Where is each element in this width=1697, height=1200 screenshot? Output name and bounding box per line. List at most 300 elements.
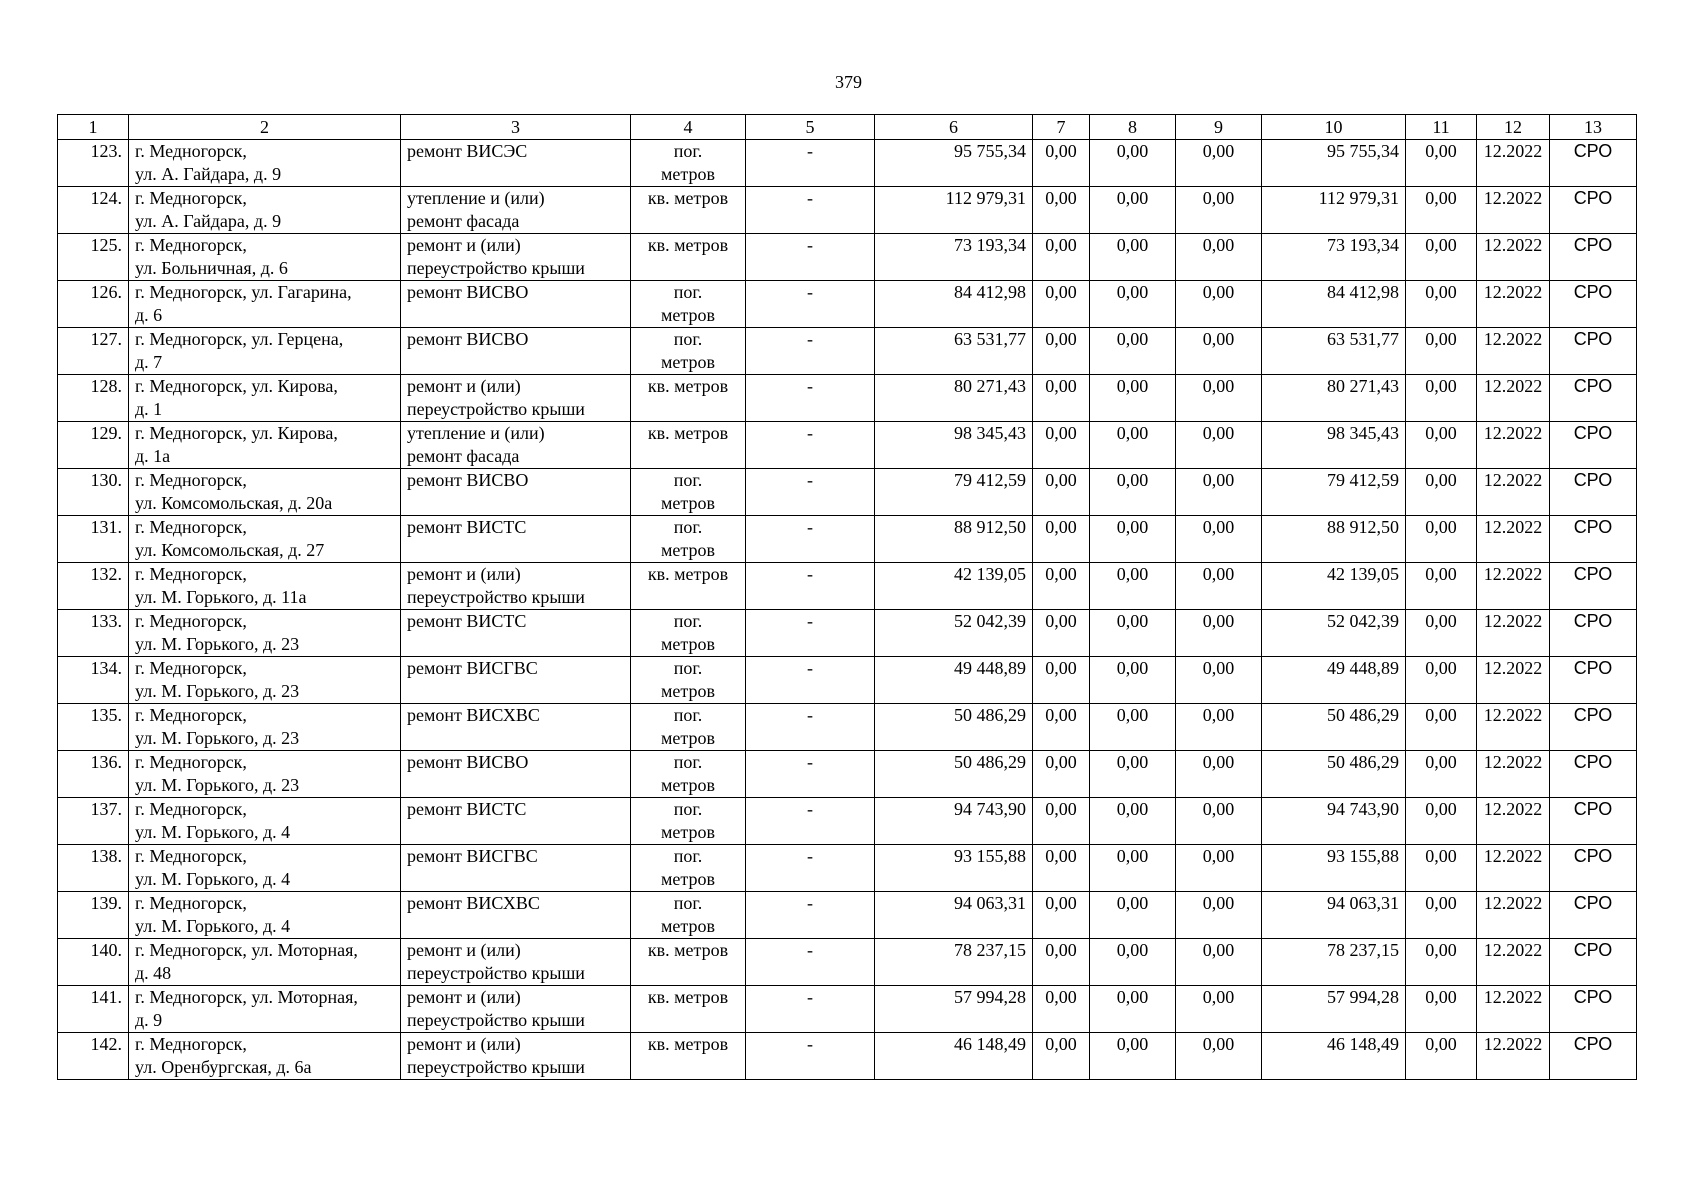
col-8-cell: 0,00: [1090, 610, 1176, 657]
executor-cell: СРО: [1550, 516, 1637, 563]
executor-cell: СРО: [1550, 610, 1637, 657]
cost-total-cell: 112 979,31: [875, 187, 1033, 234]
cost-total-cell: 93 155,88: [875, 845, 1033, 892]
address-line-1: г. Медногорск,: [135, 752, 247, 772]
address-line-1: г. Медногорск,: [135, 235, 247, 255]
unit-line-1: пог.: [673, 329, 703, 349]
col-8-cell: 0,00: [1090, 140, 1176, 187]
col-8-cell: 0,00: [1090, 375, 1176, 422]
col-11-cell: 0,00: [1406, 328, 1477, 375]
work-type-line-1: ремонт ВИСВО: [407, 752, 529, 772]
col-9-cell: 0,00: [1176, 187, 1262, 234]
cost-fund-cell: 57 994,28: [1262, 986, 1406, 1033]
address-line-1: г. Медногорск,: [135, 141, 247, 161]
address-line-2: ул. Комсомольская, д. 27: [135, 540, 325, 560]
col-5-cell: -: [746, 892, 875, 939]
column-number-7: 7: [1033, 115, 1090, 140]
completion-date-cell: 12.2022: [1477, 704, 1550, 751]
address-line-2: ул. М. Горького, д. 4: [135, 869, 291, 889]
row-number-cell: 125.: [58, 234, 129, 281]
unit-line-1: пог.: [673, 611, 703, 631]
work-type-line-1: ремонт ВИСГВС: [407, 846, 538, 866]
cost-total-cell: 88 912,50: [875, 516, 1033, 563]
col-8-cell: 0,00: [1090, 751, 1176, 798]
unit-line-1: пог.: [673, 846, 703, 866]
completion-date-cell: 12.2022: [1477, 328, 1550, 375]
col-7-cell: 0,00: [1033, 939, 1090, 986]
cost-total-cell: 94 063,31: [875, 892, 1033, 939]
col-7-cell: 0,00: [1033, 469, 1090, 516]
col-11-cell: 0,00: [1406, 892, 1477, 939]
work-type-cell: [401, 939, 631, 986]
address-line-1: г. Медногорск,: [135, 799, 247, 819]
column-number-9: 9: [1176, 115, 1262, 140]
unit-cell: [631, 798, 746, 845]
col-9-cell: 0,00: [1176, 704, 1262, 751]
cost-fund-cell: 78 237,15: [1262, 939, 1406, 986]
completion-date-cell: 12.2022: [1477, 563, 1550, 610]
unit-line-1: пог.: [673, 893, 703, 913]
work-type-line-2: переустройство крыши: [407, 587, 585, 607]
row-number-cell: 141.: [58, 986, 129, 1033]
cost-fund-cell: 98 345,43: [1262, 422, 1406, 469]
col-9-cell: 0,00: [1176, 281, 1262, 328]
work-type-cell: [401, 375, 631, 422]
col-5-cell: -: [746, 751, 875, 798]
col-7-cell: 0,00: [1033, 986, 1090, 1033]
row-number-cell: 131.: [58, 516, 129, 563]
column-number-8: 8: [1090, 115, 1176, 140]
col-7-cell: 0,00: [1033, 187, 1090, 234]
table-row: [58, 563, 1637, 610]
address-cell: [129, 657, 401, 704]
col-11-cell: 0,00: [1406, 422, 1477, 469]
cost-fund-cell: 112 979,31: [1262, 187, 1406, 234]
col-11-cell: 0,00: [1406, 469, 1477, 516]
address-cell: [129, 986, 401, 1033]
col-11-cell: 0,00: [1406, 563, 1477, 610]
row-number-cell: 135.: [58, 704, 129, 751]
unit-cell: [631, 939, 746, 986]
col-8-cell: 0,00: [1090, 892, 1176, 939]
col-5-cell: -: [746, 234, 875, 281]
col-8-cell: 0,00: [1090, 281, 1176, 328]
work-type-line-1: ремонт и (или): [407, 987, 521, 1007]
cost-fund-cell: 84 412,98: [1262, 281, 1406, 328]
completion-date-cell: 12.2022: [1477, 516, 1550, 563]
col-11-cell: 0,00: [1406, 140, 1477, 187]
cost-fund-cell: 52 042,39: [1262, 610, 1406, 657]
col-9-cell: 0,00: [1176, 798, 1262, 845]
table-row: [58, 798, 1637, 845]
row-number-cell: 142.: [58, 1033, 129, 1080]
table-row: [58, 281, 1637, 328]
address-line-2: ул. А. Гайдара, д. 9: [135, 164, 282, 184]
cost-total-cell: 78 237,15: [875, 939, 1033, 986]
unit-cell: [631, 563, 746, 610]
cost-total-cell: 42 139,05: [875, 563, 1033, 610]
unit-line-1: кв. метров: [647, 188, 729, 208]
row-number-cell: 134.: [58, 657, 129, 704]
cost-total-cell: 98 345,43: [875, 422, 1033, 469]
table-row: [58, 610, 1637, 657]
table-row: [58, 845, 1637, 892]
work-type-cell: [401, 140, 631, 187]
address-line-1: г. Медногорск, ул. Герцена,: [135, 329, 344, 349]
col-8-cell: 0,00: [1090, 704, 1176, 751]
address-line-1: г. Медногорск,: [135, 517, 247, 537]
col-9-cell: 0,00: [1176, 516, 1262, 563]
cost-fund-cell: 94 743,90: [1262, 798, 1406, 845]
work-type-cell: [401, 892, 631, 939]
address-line-2: д. 48: [135, 963, 172, 983]
cost-total-cell: 46 148,49: [875, 1033, 1033, 1080]
col-9-cell: 0,00: [1176, 1033, 1262, 1080]
unit-line-2: метров: [661, 822, 715, 842]
table-row: [58, 187, 1637, 234]
address-cell: [129, 328, 401, 375]
col-7-cell: 0,00: [1033, 610, 1090, 657]
address-cell: [129, 469, 401, 516]
executor-cell: СРО: [1550, 986, 1637, 1033]
unit-line-1: пог.: [673, 658, 703, 678]
table-row: [58, 234, 1637, 281]
work-type-line-1: ремонт ВИСВО: [407, 329, 529, 349]
column-number-10: 10: [1262, 115, 1406, 140]
work-type-line-2: переустройство крыши: [407, 258, 585, 278]
completion-date-cell: 12.2022: [1477, 845, 1550, 892]
table-row: [58, 704, 1637, 751]
work-type-line-2: переустройство крыши: [407, 399, 585, 419]
executor-cell: СРО: [1550, 281, 1637, 328]
work-type-line-1: ремонт ВИСХВС: [407, 705, 540, 725]
unit-cell: [631, 1033, 746, 1080]
col-8-cell: 0,00: [1090, 1033, 1176, 1080]
address-line-1: г. Медногорск, ул. Кирова,: [135, 423, 338, 443]
cost-total-cell: 57 994,28: [875, 986, 1033, 1033]
col-7-cell: 0,00: [1033, 563, 1090, 610]
row-number-cell: 133.: [58, 610, 129, 657]
work-type-line-1: ремонт ВИСЭС: [407, 141, 528, 161]
address-line-1: г. Медногорск,: [135, 658, 247, 678]
col-8-cell: 0,00: [1090, 328, 1176, 375]
unit-line-1: кв. метров: [647, 235, 729, 255]
completion-date-cell: 12.2022: [1477, 657, 1550, 704]
work-type-cell: [401, 845, 631, 892]
completion-date-cell: 12.2022: [1477, 234, 1550, 281]
cost-total-cell: 50 486,29: [875, 704, 1033, 751]
row-number-cell: 126.: [58, 281, 129, 328]
column-number-5: 5: [746, 115, 875, 140]
unit-line-2: метров: [661, 869, 715, 889]
col-11-cell: 0,00: [1406, 939, 1477, 986]
completion-date-cell: 12.2022: [1477, 469, 1550, 516]
unit-line-2: метров: [661, 634, 715, 654]
column-number-1: 1: [58, 115, 129, 140]
work-type-cell: [401, 422, 631, 469]
col-8-cell: 0,00: [1090, 563, 1176, 610]
col-5-cell: -: [746, 939, 875, 986]
executor-cell: СРО: [1550, 328, 1637, 375]
row-number-cell: 130.: [58, 469, 129, 516]
address-line-2: ул. М. Горького, д. 23: [135, 775, 300, 795]
col-5-cell: -: [746, 469, 875, 516]
executor-cell: СРО: [1550, 939, 1637, 986]
row-number-cell: 140.: [58, 939, 129, 986]
unit-cell: [631, 140, 746, 187]
col-9-cell: 0,00: [1176, 234, 1262, 281]
cost-fund-cell: 73 193,34: [1262, 234, 1406, 281]
address-line-2: ул. Оренбургская, д. 6а: [135, 1057, 312, 1077]
cost-fund-cell: 63 531,77: [1262, 328, 1406, 375]
cost-total-cell: 50 486,29: [875, 751, 1033, 798]
unit-line-1: кв. метров: [647, 940, 729, 960]
column-number-row: [58, 115, 1637, 140]
cost-fund-cell: 94 063,31: [1262, 892, 1406, 939]
col-9-cell: 0,00: [1176, 845, 1262, 892]
unit-cell: [631, 986, 746, 1033]
address-cell: [129, 751, 401, 798]
address-cell: [129, 939, 401, 986]
address-cell: [129, 375, 401, 422]
col-9-cell: 0,00: [1176, 657, 1262, 704]
unit-cell: [631, 422, 746, 469]
col-7-cell: 0,00: [1033, 375, 1090, 422]
col-9-cell: 0,00: [1176, 375, 1262, 422]
col-11-cell: 0,00: [1406, 657, 1477, 704]
work-type-cell: [401, 704, 631, 751]
col-5-cell: -: [746, 516, 875, 563]
work-type-cell: [401, 281, 631, 328]
column-number-11: 11: [1406, 115, 1477, 140]
col-5-cell: -: [746, 281, 875, 328]
col-5-cell: -: [746, 1033, 875, 1080]
table-row: [58, 986, 1637, 1033]
table-row: [58, 422, 1637, 469]
col-9-cell: 0,00: [1176, 892, 1262, 939]
unit-cell: [631, 187, 746, 234]
executor-cell: СРО: [1550, 892, 1637, 939]
col-5-cell: -: [746, 140, 875, 187]
work-type-line-1: ремонт ВИСВО: [407, 470, 529, 490]
col-11-cell: 0,00: [1406, 281, 1477, 328]
table-row: [58, 328, 1637, 375]
unit-cell: [631, 610, 746, 657]
unit-line-2: метров: [661, 916, 715, 936]
address-line-2: ул. Больничная, д. 6: [135, 258, 288, 278]
executor-cell: СРО: [1550, 563, 1637, 610]
work-type-line-1: ремонт ВИСТС: [407, 517, 527, 537]
unit-cell: [631, 281, 746, 328]
column-number-4: 4: [631, 115, 746, 140]
address-cell: [129, 845, 401, 892]
col-8-cell: 0,00: [1090, 234, 1176, 281]
work-type-line-2: ремонт фасада: [407, 446, 520, 466]
table-row: [58, 657, 1637, 704]
row-number-cell: 124.: [58, 187, 129, 234]
col-5-cell: -: [746, 375, 875, 422]
completion-date-cell: 12.2022: [1477, 1033, 1550, 1080]
completion-date-cell: 12.2022: [1477, 939, 1550, 986]
cost-total-cell: 79 412,59: [875, 469, 1033, 516]
col-9-cell: 0,00: [1176, 469, 1262, 516]
work-type-line-1: ремонт и (или): [407, 1034, 521, 1054]
col-8-cell: 0,00: [1090, 798, 1176, 845]
table-body: [58, 140, 1637, 1080]
executor-cell: СРО: [1550, 1033, 1637, 1080]
address-cell: [129, 422, 401, 469]
address-line-2: д. 1: [135, 399, 163, 419]
unit-cell: [631, 845, 746, 892]
cost-fund-cell: 80 271,43: [1262, 375, 1406, 422]
col-5-cell: -: [746, 422, 875, 469]
unit-line-1: пог.: [673, 141, 703, 161]
address-line-1: г. Медногорск,: [135, 846, 247, 866]
work-type-cell: [401, 328, 631, 375]
col-8-cell: 0,00: [1090, 939, 1176, 986]
address-cell: [129, 187, 401, 234]
unit-cell: [631, 469, 746, 516]
unit-cell: [631, 892, 746, 939]
work-type-cell: [401, 469, 631, 516]
address-line-2: ул. Комсомольская, д. 20а: [135, 493, 333, 513]
col-7-cell: 0,00: [1033, 422, 1090, 469]
unit-cell: [631, 704, 746, 751]
col-11-cell: 0,00: [1406, 516, 1477, 563]
col-5-cell: -: [746, 187, 875, 234]
col-11-cell: 0,00: [1406, 751, 1477, 798]
unit-line-2: метров: [661, 728, 715, 748]
executor-cell: СРО: [1550, 657, 1637, 704]
row-number-cell: 137.: [58, 798, 129, 845]
col-11-cell: 0,00: [1406, 704, 1477, 751]
address-line-2: д. 9: [135, 1010, 163, 1030]
col-11-cell: 0,00: [1406, 234, 1477, 281]
col-9-cell: 0,00: [1176, 751, 1262, 798]
completion-date-cell: 12.2022: [1477, 140, 1550, 187]
address-line-2: ул. М. Горького, д. 11а: [135, 587, 307, 607]
address-cell: [129, 610, 401, 657]
col-9-cell: 0,00: [1176, 140, 1262, 187]
cost-total-cell: 80 271,43: [875, 375, 1033, 422]
unit-line-1: пог.: [673, 752, 703, 772]
completion-date-cell: 12.2022: [1477, 610, 1550, 657]
work-type-cell: [401, 751, 631, 798]
unit-cell: [631, 751, 746, 798]
unit-line-2: метров: [661, 352, 715, 372]
unit-line-2: метров: [661, 493, 715, 513]
address-line-1: г. Медногорск,: [135, 188, 247, 208]
executor-cell: СРО: [1550, 234, 1637, 281]
col-11-cell: 0,00: [1406, 610, 1477, 657]
address-line-2: д. 7: [135, 352, 163, 372]
col-7-cell: 0,00: [1033, 845, 1090, 892]
work-type-line-2: переустройство крыши: [407, 1057, 585, 1077]
work-type-line-1: утепление и (или): [407, 188, 545, 208]
address-line-1: г. Медногорск,: [135, 893, 247, 913]
work-type-line-2: переустройство крыши: [407, 963, 585, 983]
work-type-line-1: ремонт ВИСХВС: [407, 893, 540, 913]
unit-line-1: кв. метров: [647, 564, 729, 584]
address-line-1: г. Медногорск,: [135, 705, 247, 725]
address-cell: [129, 140, 401, 187]
col-5-cell: -: [746, 845, 875, 892]
col-5-cell: -: [746, 986, 875, 1033]
completion-date-cell: 12.2022: [1477, 798, 1550, 845]
col-9-cell: 0,00: [1176, 986, 1262, 1033]
col-9-cell: 0,00: [1176, 422, 1262, 469]
address-cell: [129, 563, 401, 610]
address-cell: [129, 281, 401, 328]
address-line-2: ул. М. Горького, д. 23: [135, 681, 300, 701]
cost-fund-cell: 79 412,59: [1262, 469, 1406, 516]
col-7-cell: 0,00: [1033, 516, 1090, 563]
work-type-cell: [401, 1033, 631, 1080]
work-type-cell: [401, 187, 631, 234]
completion-date-cell: 12.2022: [1477, 892, 1550, 939]
table-row: [58, 375, 1637, 422]
address-cell: [129, 892, 401, 939]
row-number-cell: 123.: [58, 140, 129, 187]
table-row: [58, 469, 1637, 516]
col-11-cell: 0,00: [1406, 845, 1477, 892]
row-number-cell: 128.: [58, 375, 129, 422]
cost-fund-cell: 88 912,50: [1262, 516, 1406, 563]
unit-line-2: метров: [661, 775, 715, 795]
unit-line-2: метров: [661, 305, 715, 325]
unit-cell: [631, 328, 746, 375]
address-line-2: ул. М. Горького, д. 4: [135, 822, 291, 842]
cost-fund-cell: 49 448,89: [1262, 657, 1406, 704]
unit-line-1: пог.: [673, 705, 703, 725]
address-line-2: ул. М. Горького, д. 4: [135, 916, 291, 936]
row-number-cell: 129.: [58, 422, 129, 469]
address-line-2: ул. М. Горького, д. 23: [135, 728, 300, 748]
address-cell: [129, 1033, 401, 1080]
repair-register-table: [57, 114, 1637, 1080]
work-type-line-1: ремонт и (или): [407, 940, 521, 960]
work-type-cell: [401, 798, 631, 845]
column-number-3: 3: [401, 115, 631, 140]
column-number-6: 6: [875, 115, 1033, 140]
executor-cell: СРО: [1550, 845, 1637, 892]
col-11-cell: 0,00: [1406, 986, 1477, 1033]
col-7-cell: 0,00: [1033, 798, 1090, 845]
completion-date-cell: 12.2022: [1477, 375, 1550, 422]
address-line-1: г. Медногорск, ул. Моторная,: [135, 940, 358, 960]
col-5-cell: -: [746, 610, 875, 657]
work-type-line-1: ремонт и (или): [407, 564, 521, 584]
col-7-cell: 0,00: [1033, 281, 1090, 328]
unit-cell: [631, 375, 746, 422]
address-line-2: ул. М. Горького, д. 23: [135, 634, 300, 654]
table-row: [58, 751, 1637, 798]
col-9-cell: 0,00: [1176, 563, 1262, 610]
unit-line-1: пог.: [673, 799, 703, 819]
address-line-2: д. 6: [135, 305, 163, 325]
cost-total-cell: 84 412,98: [875, 281, 1033, 328]
address-line-2: ул. А. Гайдара, д. 9: [135, 211, 282, 231]
completion-date-cell: 12.2022: [1477, 281, 1550, 328]
unit-line-1: пог.: [673, 470, 703, 490]
executor-cell: СРО: [1550, 140, 1637, 187]
work-type-line-1: ремонт и (или): [407, 235, 521, 255]
col-7-cell: 0,00: [1033, 1033, 1090, 1080]
cost-fund-cell: 95 755,34: [1262, 140, 1406, 187]
address-line-1: г. Медногорск, ул. Моторная,: [135, 987, 358, 1007]
address-line-1: г. Медногорск, ул. Гагарина,: [135, 282, 352, 302]
unit-line-2: метров: [661, 681, 715, 701]
